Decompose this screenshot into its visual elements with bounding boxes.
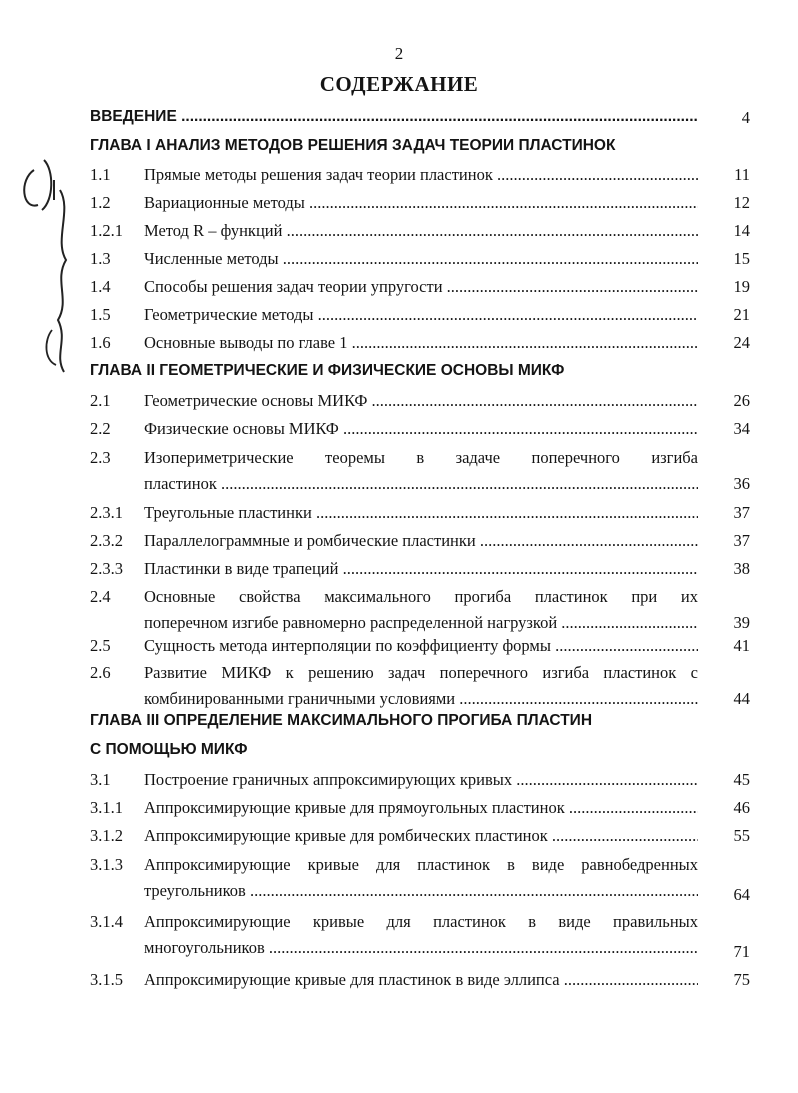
toc-label-line2: многоугольников ..... bbox=[144, 938, 698, 958]
toc-number: 3.1.2 bbox=[90, 826, 123, 845]
chapter-2-heading: ГЛАВА II ГЕОМЕТРИЧЕСКИЕ И ФИЗИЧЕСКИЕ ОСНОВЫ МИКФ bbox=[90, 362, 565, 379]
toc-page: 64 bbox=[733, 885, 750, 904]
toc-number: 2.5 bbox=[90, 636, 111, 655]
chapter-3-heading-line2: С ПОМОЩЬЮ МИКФ bbox=[90, 741, 248, 758]
toc-row bbox=[90, 663, 750, 717]
toc-row bbox=[90, 531, 750, 557]
toc-label: Аппроксимирующие кривые для пластинок в виде эллипса ..... bbox=[144, 970, 698, 990]
toc-number: 2.6 bbox=[90, 663, 111, 682]
toc-row bbox=[90, 587, 750, 641]
toc-label-line2: поперечном изгибе равномерно распределенной нагрузкой ..... bbox=[144, 613, 698, 633]
toc-row-intro bbox=[90, 108, 750, 134]
toc-page: 36 bbox=[733, 474, 750, 493]
toc-number: 1.5 bbox=[90, 305, 111, 324]
toc-number: 3.1.5 bbox=[90, 970, 123, 989]
toc-row bbox=[90, 770, 750, 796]
toc-label: Геометрические основы МИКФ ..... bbox=[144, 391, 698, 411]
toc-page: 38 bbox=[733, 559, 750, 578]
toc-row bbox=[90, 193, 750, 219]
chapter-3-heading: ГЛАВА III ОПРЕДЕЛЕНИЕ МАКСИМАЛЬНОГО ПРОГИБА ПЛАСТИН bbox=[90, 712, 593, 729]
toc-number: 2.3.1 bbox=[90, 503, 123, 522]
toc-row bbox=[90, 826, 750, 852]
toc-row bbox=[90, 277, 750, 303]
toc-row bbox=[90, 221, 750, 247]
toc-label: Прямые методы решения задач теории пластинок ..... bbox=[144, 165, 698, 185]
toc-label-line2: комбинированными граничными условиями ..... bbox=[144, 689, 698, 709]
toc-label-line1: Изопериметрические теоремы в задаче поперечного изгиба bbox=[144, 448, 698, 467]
toc-row bbox=[90, 249, 750, 275]
toc-page: 11 bbox=[734, 165, 750, 184]
toc-page: 19 bbox=[733, 277, 750, 296]
toc-page: 55 bbox=[733, 826, 750, 845]
toc-number: 3.1.1 bbox=[90, 798, 123, 817]
toc-label-line2: пластинок ..... bbox=[144, 474, 698, 494]
toc-number: 1.3 bbox=[90, 249, 111, 268]
toc-label: Пластинки в виде трапеций ..... bbox=[144, 559, 698, 579]
page-title: СОДЕРЖАНИЕ bbox=[319, 72, 479, 96]
toc-row bbox=[90, 391, 750, 417]
toc-label: Аппроксимирующие кривые для ромбических пластинок ..... bbox=[144, 826, 698, 846]
toc-label: Аппроксимирующие кривые для прямоугольных пластинок ..... bbox=[144, 798, 698, 818]
toc-row bbox=[90, 559, 750, 585]
toc-label: Геометрические методы ..... bbox=[144, 305, 698, 325]
toc-row bbox=[90, 798, 750, 824]
toc-page: 46 bbox=[733, 798, 750, 817]
toc-label: Метод R – функций ..... bbox=[144, 221, 698, 241]
toc-page: 44 bbox=[733, 689, 750, 708]
toc-page: 37 bbox=[733, 503, 750, 522]
toc-label: Основные выводы по главе 1 ..... bbox=[144, 333, 698, 353]
toc-row bbox=[90, 165, 750, 191]
toc-page: 71 bbox=[733, 942, 750, 961]
toc-row bbox=[90, 333, 750, 359]
toc-number: 2.4 bbox=[90, 587, 111, 606]
toc-label: Физические основы МИКФ ..... bbox=[144, 419, 698, 439]
toc-number: 2.2 bbox=[90, 419, 111, 438]
toc-page: 26 bbox=[733, 391, 750, 410]
toc-label-line1: Аппроксимирующие кривые для пластинок в виде равнобедренных bbox=[144, 855, 698, 874]
handwritten-note bbox=[14, 150, 74, 380]
toc-number: 1.2.1 bbox=[90, 221, 123, 240]
toc-label: Сущность метода интерполяции по коэффициенту формы ..... bbox=[144, 636, 698, 656]
toc-label-line1: Аппроксимирующие кривые для пластинок в виде правильных bbox=[144, 912, 698, 931]
toc-label: Численные методы ..... bbox=[144, 249, 698, 269]
toc-number: 1.6 bbox=[90, 333, 111, 352]
toc-number: 1.4 bbox=[90, 277, 111, 296]
chapter-1-heading: ГЛАВА I АНАЛИЗ МЕТОДОВ РЕШЕНИЯ ЗАДАЧ ТЕОРИИ ПЛАСТИНОК bbox=[90, 137, 616, 154]
toc-number: 3.1.4 bbox=[90, 912, 123, 931]
toc-page: 12 bbox=[733, 193, 750, 212]
toc-page: 14 bbox=[733, 221, 750, 240]
toc-number: 2.3.3 bbox=[90, 559, 123, 578]
toc-row bbox=[90, 855, 750, 911]
toc-number: 2.3 bbox=[90, 448, 111, 467]
toc-page: 34 bbox=[733, 419, 750, 438]
toc-page: 15 bbox=[733, 249, 750, 268]
toc-page: 41 bbox=[733, 636, 750, 655]
toc-label: Параллелограммные и ромбические пластинки ..... bbox=[144, 531, 698, 551]
toc-page: 21 bbox=[733, 305, 750, 324]
page-number: 2 bbox=[394, 44, 404, 63]
toc-number: 2.3.2 bbox=[90, 531, 123, 550]
toc-number: 2.1 bbox=[90, 391, 111, 410]
toc-page: 4 bbox=[741, 108, 750, 127]
toc-page: 45 bbox=[733, 770, 750, 789]
toc-label: Вариационные методы ..... bbox=[144, 193, 698, 213]
toc-number: 1.1 bbox=[90, 165, 111, 184]
toc-row bbox=[90, 448, 750, 502]
toc-label-line1: Основные свойства максимального прогиба пластинок при их bbox=[144, 587, 698, 606]
toc-number: 3.1 bbox=[90, 770, 111, 789]
toc-number: 3.1.3 bbox=[90, 855, 123, 874]
toc-label: Построение граничных аппроксимирующих кривых ..... bbox=[144, 770, 698, 790]
toc-label-line1: Развитие МИКФ к решению задач поперечного изгиба пластинок с bbox=[144, 663, 698, 682]
toc-label: ВВЕДЕНИЕ ..... bbox=[90, 108, 698, 126]
toc-page: 37 bbox=[733, 531, 750, 550]
toc-row bbox=[90, 305, 750, 331]
toc-label: Способы решения задач теории упругости ..... bbox=[144, 277, 698, 297]
toc-label: Треугольные пластинки ..... bbox=[144, 503, 698, 523]
toc-row bbox=[90, 912, 750, 968]
toc-row bbox=[90, 503, 750, 529]
toc-page: 75 bbox=[733, 970, 750, 989]
toc-row bbox=[90, 419, 750, 445]
toc-number: 1.2 bbox=[90, 193, 111, 212]
toc-page: 39 bbox=[733, 613, 750, 632]
toc-label-line2: треугольников ..... bbox=[144, 881, 698, 901]
toc-row bbox=[90, 636, 750, 662]
toc-row bbox=[90, 970, 750, 996]
toc-page: 24 bbox=[733, 333, 750, 352]
